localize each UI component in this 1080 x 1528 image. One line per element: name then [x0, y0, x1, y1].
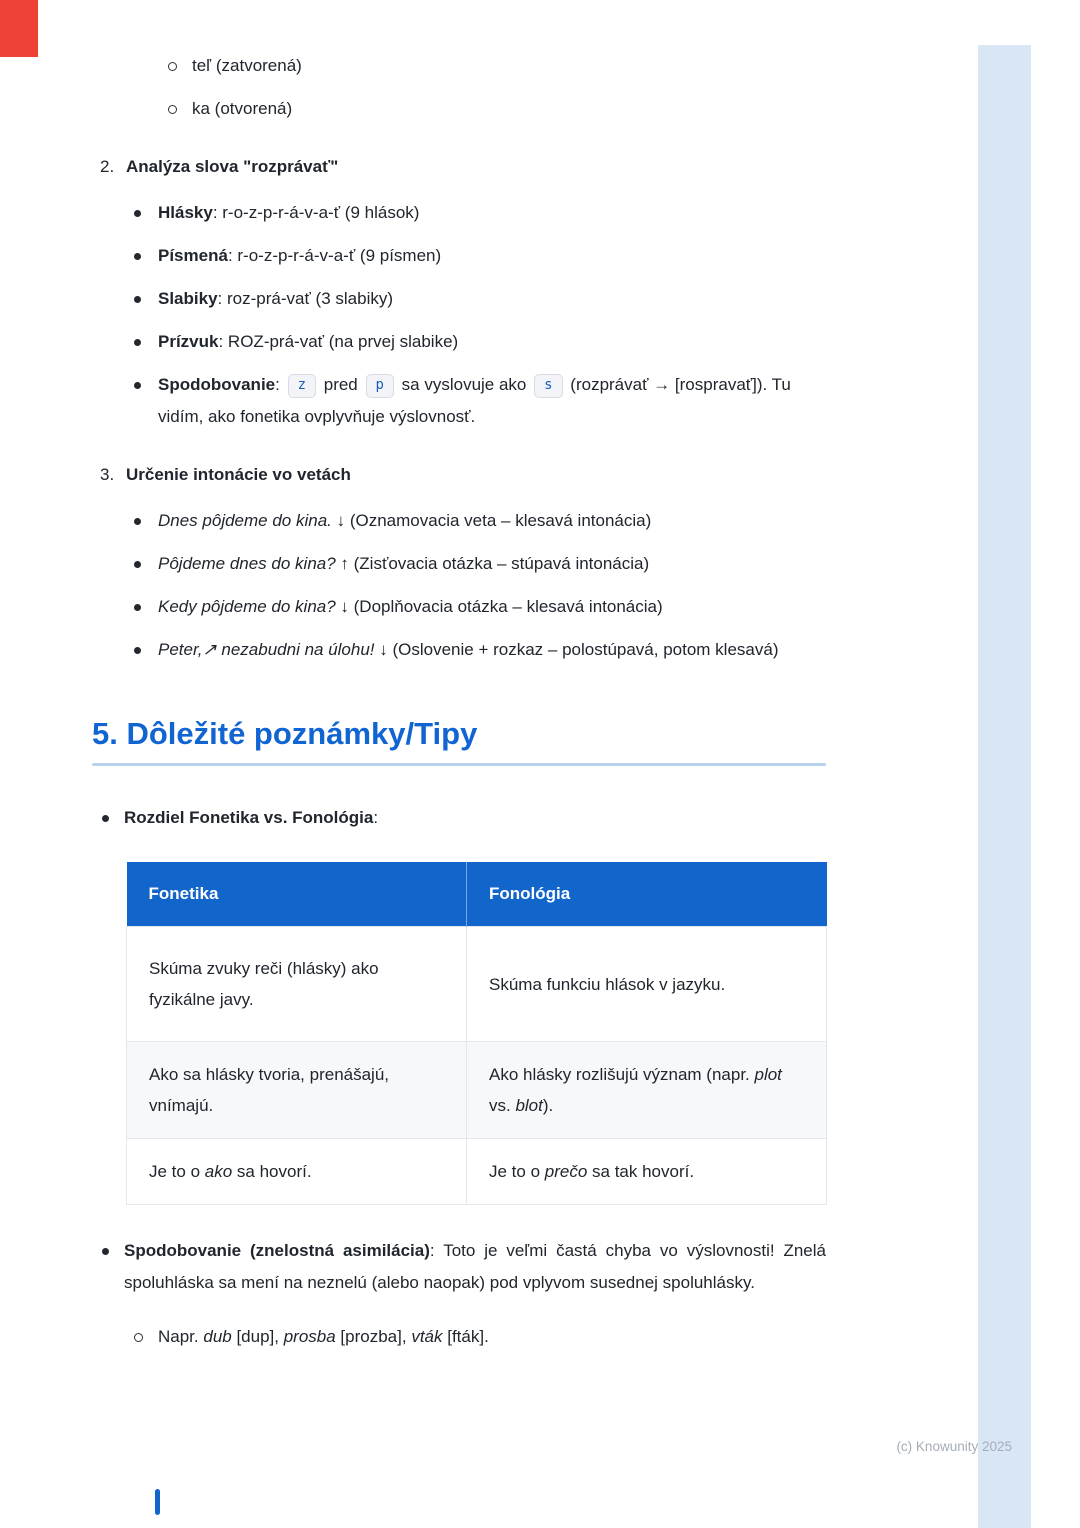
list-item-text: Slabiky: roz-prá-vať (3 slabiky)	[158, 289, 394, 308]
list-item-text: Kedy pôjdeme do kina? ↓ (Doplňovacia otázka – klesavá intonácia)	[158, 597, 663, 616]
list-item-text: Hlásky: r-o-z-p-r-á-v-a-ť (9 hlások)	[158, 203, 420, 222]
right-scroll-strip[interactable]	[978, 45, 1031, 1528]
table-cell: Ako sa hlásky tvoria, prenášajú, vnímajú.	[127, 1042, 467, 1139]
list-item-text: Pôjdeme dnes do kina? ↑ (Zisťovacia otázka – stúpavá intonácia)	[158, 554, 650, 573]
list-item	[92, 1321, 826, 1353]
dot-bullet-icon	[134, 253, 141, 260]
list-item-text: Spodobovanie: z pred p sa vyslovuje ako s (rozprávať → [rospravať]). Tu vidím, ako fonetika ovplyvňuje výslovnosť.	[158, 375, 791, 426]
list-item	[92, 591, 826, 623]
section-heading-notes: 5. Dôležité poznámky/Tipy	[92, 716, 478, 751]
list-item	[92, 369, 826, 433]
red-corner-ribbon	[0, 0, 38, 57]
list-item	[92, 1235, 826, 1299]
numbered-heading-title: Určenie intonácie vo vetách	[126, 465, 351, 484]
assimilation-note-list	[92, 1235, 826, 1299]
dot-bullet-icon	[134, 561, 141, 568]
list-number: 2.	[100, 157, 115, 176]
table-row	[127, 1042, 827, 1139]
table-row	[127, 927, 827, 1042]
fonetika-fonologia-table	[126, 862, 827, 1205]
list-item-text: Písmená: r-o-z-p-r-á-v-a-ť (9 písmen)	[158, 246, 442, 265]
table-header-row	[127, 862, 827, 927]
dot-bullet-icon	[134, 210, 141, 217]
numbered-heading-intonation	[92, 459, 826, 491]
document-content	[92, 50, 826, 1364]
table-cell: Je to o prečo sa tak hovorí.	[467, 1139, 827, 1205]
dot-bullet-icon	[134, 647, 141, 654]
heading-underline	[92, 763, 826, 766]
assimilation-paragraph: Spodobovanie (znelostná asimilácia): Toto je veľmi častá chyba vo výslovnosti! Znelá spoluhláska sa mení na neznelú (alebo naopak) pod vplyvom susednej spoluhlásky.	[124, 1241, 826, 1292]
list-item	[92, 548, 826, 580]
numbered-heading-analysis	[92, 151, 826, 183]
list-item-text: Prízvuk: ROZ-prá-vať (na prvej slabike)	[158, 332, 459, 351]
table-cell: Skúma zvuky reči (hlásky) ako fyzikálne javy.	[127, 927, 467, 1042]
circle-bullet-icon	[134, 1333, 143, 1342]
intonation-list	[92, 505, 826, 666]
list-item	[92, 240, 826, 272]
dot-bullet-icon	[134, 518, 141, 525]
list-item-text: Peter,↗ nezabudni na úlohu! ↓ (Oslovenie + rozkaz – polostúpavá, potom klesavá)	[158, 640, 779, 659]
list-number: 3.	[100, 465, 115, 484]
dot-bullet-icon	[102, 815, 109, 822]
list-item	[92, 634, 826, 666]
list-item-text: Napr. dub [dup], prosba [prozba], vták [fták].	[158, 1327, 489, 1346]
numbered-heading-title: Analýza slova "rozprávať"	[126, 157, 339, 176]
table-cell: Skúma funkciu hlások v jazyku.	[467, 927, 827, 1042]
list-item	[92, 505, 826, 537]
dot-bullet-icon	[134, 296, 141, 303]
syllable-sublist	[92, 50, 826, 125]
dot-bullet-icon	[134, 604, 141, 611]
list-item	[92, 50, 826, 82]
table-row	[127, 1139, 827, 1205]
list-item-text: ka (otvorená)	[192, 99, 293, 118]
copyright-footer: (c) Knowunity 2025	[896, 1439, 1012, 1454]
list-item	[92, 326, 826, 358]
notes-list	[92, 802, 826, 834]
assimilation-example-list	[92, 1321, 826, 1353]
blockquote-start-bar	[155, 1489, 160, 1515]
table-cell: Ako hlásky rozlišujú význam (napr. plot vs. blot).	[467, 1042, 827, 1139]
dot-bullet-icon	[134, 339, 141, 346]
list-item	[92, 93, 826, 125]
table-cell: Je to o ako sa hovorí.	[127, 1139, 467, 1205]
circle-bullet-icon	[168, 105, 177, 114]
list-item-text: teľ (zatvorená)	[192, 56, 302, 75]
dot-bullet-icon	[102, 1248, 109, 1255]
list-item	[92, 197, 826, 229]
analysis-list	[92, 197, 826, 433]
table-header-fonologia: Fonológia	[467, 862, 827, 927]
list-item	[92, 802, 826, 834]
dot-bullet-icon	[134, 382, 141, 389]
list-item-text: Dnes pôjdeme do kina. ↓ (Oznamovacia veta – klesavá intonácia)	[158, 511, 652, 530]
list-item	[92, 283, 826, 315]
list-item-text: Rozdiel Fonetika vs. Fonológia:	[124, 808, 379, 827]
circle-bullet-icon	[168, 62, 177, 71]
table-header-fonetika: Fonetika	[127, 862, 467, 927]
